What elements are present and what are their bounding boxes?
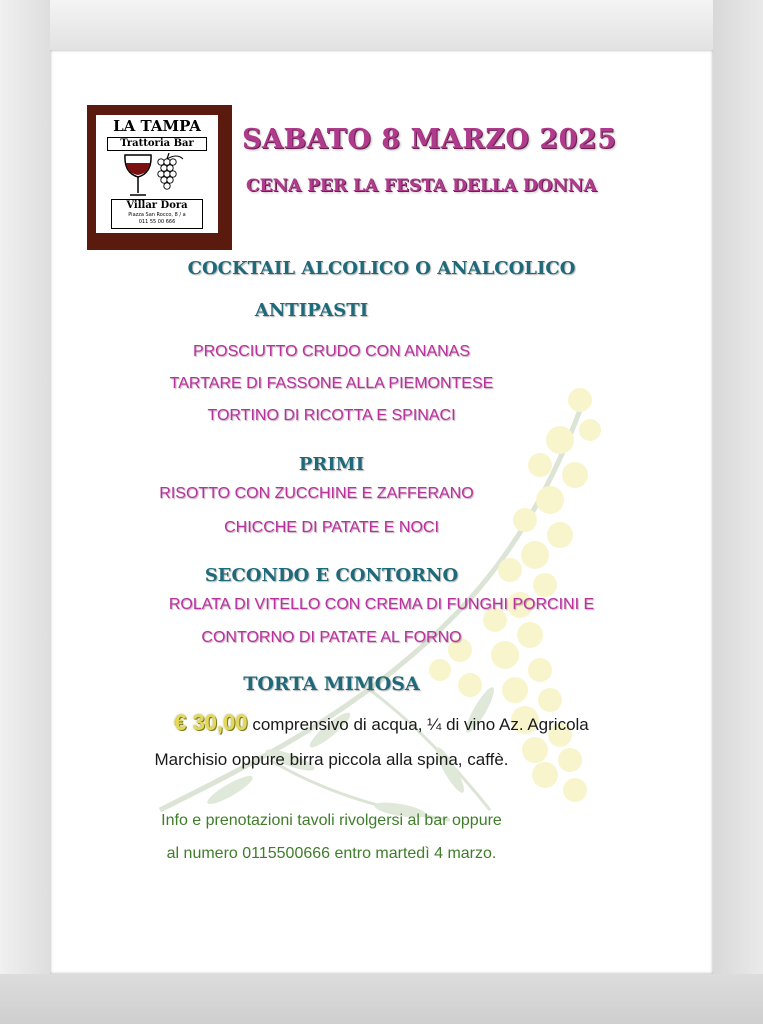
event-subtitle: CENA PER LA FESTA DELLA DONNA (246, 176, 597, 196)
wine-glass-grapes-icon (121, 153, 191, 199)
event-date-title: SABATO 8 MARZO 2025 (242, 124, 617, 155)
secondo-item-1: ROLATA DI VITELLO CON CREMA DI FUNGHI PORCINI E (168, 596, 595, 613)
primi-heading: PRIMI (298, 454, 365, 475)
logo-phone: 011 55 00 666 (138, 219, 176, 225)
logo-name: LA TAMPA (113, 117, 201, 135)
price-line-1 (50, 710, 713, 736)
logo-card (96, 115, 218, 233)
frame-bottom (0, 974, 763, 1024)
antipasto-item-3: TORTINO DI RICOTTA E SPINACI (207, 407, 456, 424)
secondo-heading: SECONDO E CONTORNO (204, 565, 459, 586)
restaurant-logo (87, 105, 232, 250)
cocktail-heading: COCKTAIL ALCOLICO O ANALCOLICO (187, 258, 576, 279)
primo-item-2: CHICCHE DI PATATE E NOCI (224, 519, 439, 536)
logo-town: Villar Dora (126, 200, 188, 211)
price-line-2: Marchisio oppure birra piccola alla spina, caffè. (154, 750, 509, 769)
primo-item-1: RISOTTO CON ZUCCHINE E ZAFFERANO (159, 485, 474, 502)
price-amount: € 30,00 (174, 710, 248, 735)
antipasto-item-1: PROSCIUTTO CRUDO CON ANANAS (192, 343, 471, 360)
frame-right (713, 0, 763, 1024)
antipasto-item-2: TARTARE DI FASSONE ALLA PIEMONTESE (169, 375, 494, 392)
secondo-item-2: CONTORNO DI PATATE AL FORNO (201, 629, 462, 646)
logo-address: Piazza San Rocco, 8 / a (128, 212, 186, 218)
dessert-heading: TORTA MIMOSA (243, 673, 420, 695)
logo-location-box (111, 199, 203, 229)
antipasti-heading: ANTIPASTI (254, 300, 369, 321)
flyer-sheet (50, 50, 713, 974)
info-line-2: al numero 0115500666 entro martedì 4 marzo. (166, 845, 497, 862)
info-line-1: Info e prenotazioni tavoli rivolgersi al bar oppure (161, 812, 502, 829)
frame-top (0, 0, 763, 50)
price-includes-text: comprensivo di acqua, ¼ di vino Az. Agricola (247, 715, 589, 734)
frame-left (0, 0, 50, 1024)
logo-subtitle: Trattoria Bar (107, 137, 207, 151)
